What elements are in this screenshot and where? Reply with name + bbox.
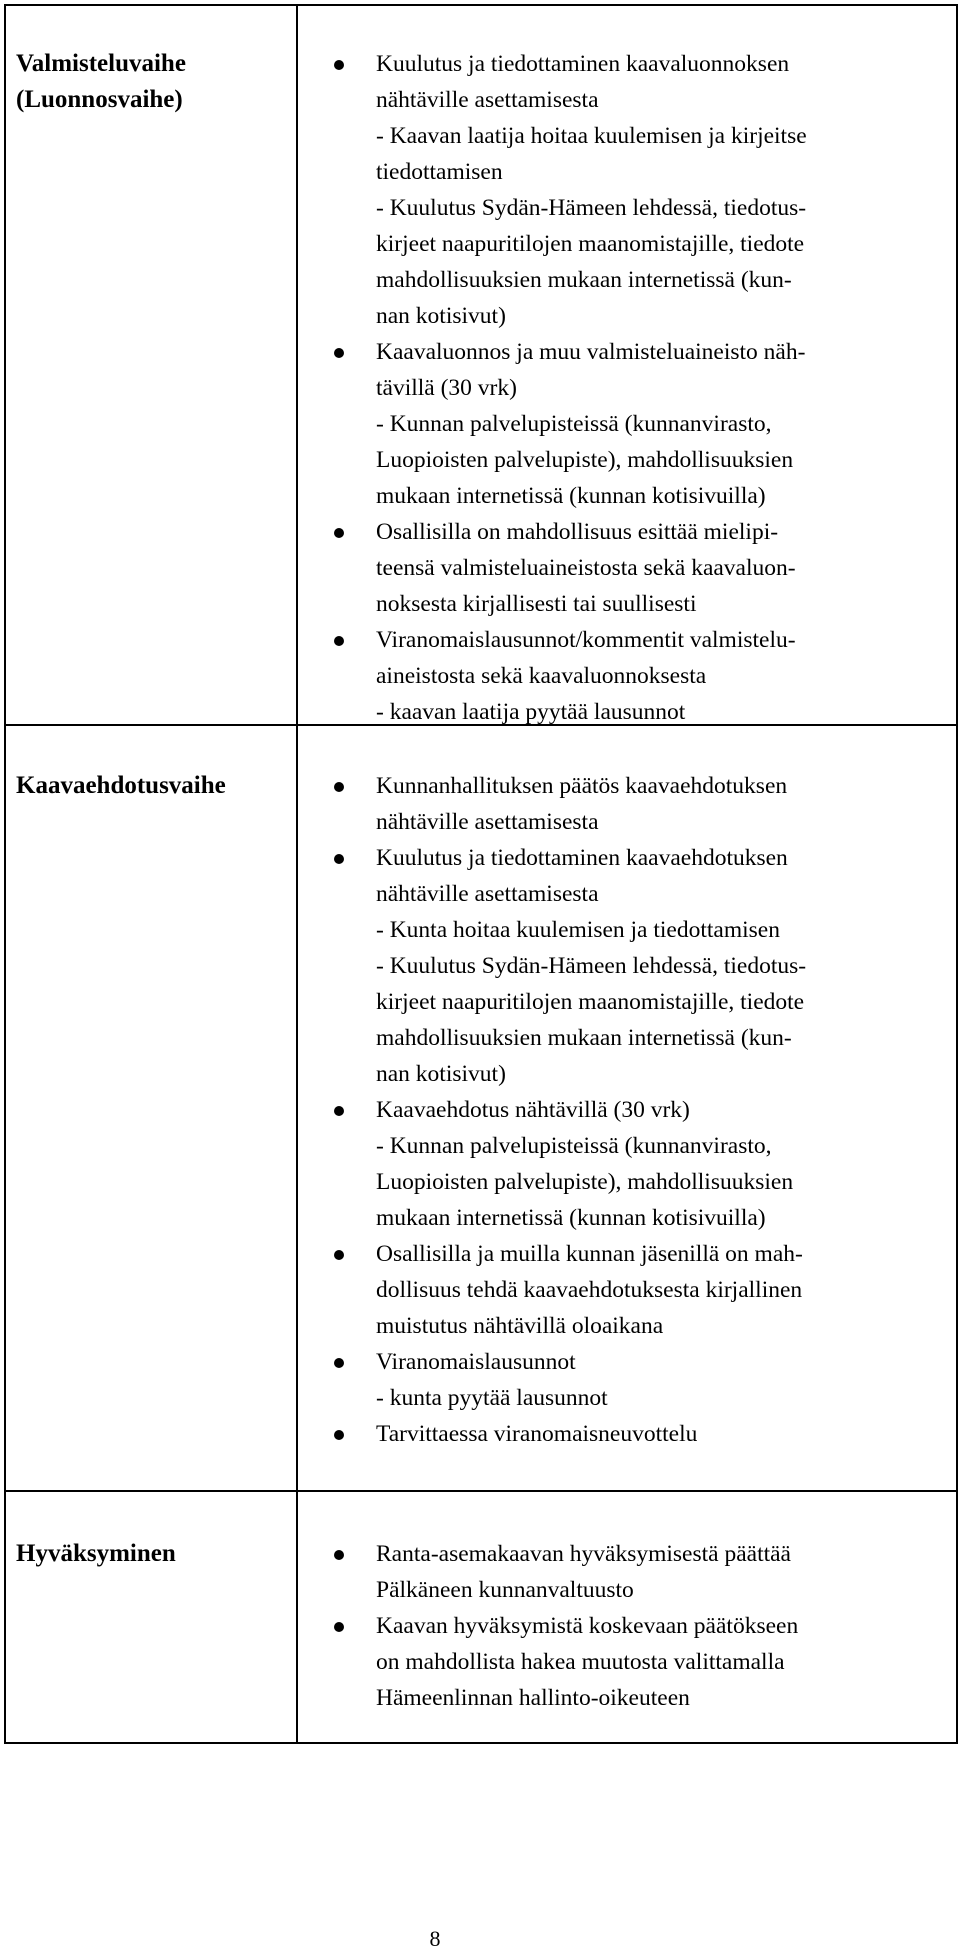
list-item-text: nähtäville asettamisesta <box>376 881 599 907</box>
list-item <box>328 1536 946 1608</box>
bullet-icon <box>334 60 344 70</box>
bullet-icon <box>334 854 344 864</box>
list-item <box>328 1608 946 1716</box>
list-item-text: Viranomaislausunnot/kommentit valmistelu- <box>376 627 796 653</box>
list-item-text: mukaan internetissä (kunnan kotisivuilla) <box>376 483 766 509</box>
list-item-text: - Kuulutus Sydän-Hämeen lehdessä, tiedotus- <box>376 953 807 979</box>
phase-items <box>328 46 946 730</box>
list-item-text: Kuulutus ja tiedottaminen kaavaehdotuksen <box>376 845 788 871</box>
list-item-text: Tarvittaessa viranomaisneuvottelu <box>376 1421 698 1447</box>
list-item-text: Pälkäneen kunnanvaltuusto <box>376 1577 634 1603</box>
list-item-text: nähtäville asettamisesta <box>376 87 599 113</box>
phase-items <box>328 768 946 1452</box>
list-item-text: Luopioisten palvelupiste), mahdollisuuksien <box>376 447 794 473</box>
list-item-text: - kaavan laatija pyytää lausunnot <box>376 699 686 725</box>
list-item <box>328 514 946 622</box>
list-item-text: mukaan internetissä (kunnan kotisivuilla) <box>376 1205 766 1231</box>
phase-items <box>328 1536 946 1716</box>
list-item-text: Kaavaluonnos ja muu valmisteluaineisto näh- <box>376 339 806 365</box>
list-item-text: Ranta-asemakaavan hyväksymisestä päättää <box>376 1541 791 1567</box>
list-item-text: Luopioisten palvelupiste), mahdollisuuksien <box>376 1169 794 1195</box>
bullet-icon <box>334 1430 344 1440</box>
list-item-text: on mahdollista hakea muutosta valittamalla <box>376 1649 785 1675</box>
list-item-text: - kunta pyytää lausunnot <box>376 1385 608 1411</box>
bullet-icon <box>334 782 344 792</box>
list-item <box>328 1092 946 1236</box>
list-item <box>328 768 946 840</box>
list-item-text: tävillä (30 vrk) <box>376 375 517 401</box>
list-item-text: tiedottamisen <box>376 159 503 185</box>
table-row-valmisteluvaihe <box>6 6 956 726</box>
bullet-icon <box>334 1358 344 1368</box>
list-item <box>328 1236 946 1344</box>
list-item-text: - Kunnan palvelupisteissä (kunnanvirasto, <box>376 411 772 437</box>
list-item-text: mahdollisuuksien mukaan internetissä (kun- <box>376 1025 792 1051</box>
list-item-text: muistutus nähtävillä oloaikana <box>376 1313 664 1339</box>
phase-label-line: Kaavaehdotusvaihe <box>16 772 226 799</box>
bullet-icon <box>334 528 344 538</box>
bullet-icon <box>334 1550 344 1560</box>
list-item-text: nan kotisivut) <box>376 1061 506 1087</box>
list-item-text: Kaavan hyväksymistä koskevaan päätökseen <box>376 1613 799 1639</box>
list-item <box>328 334 946 514</box>
list-item <box>328 1344 946 1416</box>
list-item-text: Kaavaehdotus nähtävillä (30 vrk) <box>376 1097 690 1123</box>
planning-process-table <box>4 4 958 1744</box>
table-row-kaavaehdotusvaihe <box>6 726 956 1492</box>
list-item-text: mahdollisuuksien mukaan internetissä (kun- <box>376 267 792 293</box>
list-item-text: nähtäville asettamisesta <box>376 809 599 835</box>
list-item-text: - Kunta hoitaa kuulemisen ja tiedottamisen <box>376 917 780 943</box>
list-item-text: kirjeet naapuritilojen maanomistajille, tiedote <box>376 231 805 257</box>
phase-label <box>16 46 286 118</box>
bullet-icon <box>334 1250 344 1260</box>
list-item-text: Hämeenlinnan hallinto-oikeuteen <box>376 1685 690 1711</box>
bullet-icon <box>334 1106 344 1116</box>
column-divider <box>296 6 298 724</box>
table-row-hyvaksyminen <box>6 1492 956 1742</box>
page-number: 8 <box>429 1926 441 1951</box>
list-item-text: dollisuus tehdä kaavaehdotuksesta kirjallinen <box>376 1277 803 1303</box>
column-divider <box>296 1492 298 1742</box>
bullet-icon <box>334 1622 344 1632</box>
list-item-text: teensä valmisteluaineistosta sekä kaavaluon- <box>376 555 796 581</box>
phase-label <box>16 768 286 804</box>
phase-label <box>16 1536 286 1572</box>
list-item <box>328 622 946 730</box>
list-item-text: - Kunnan palvelupisteissä (kunnanvirasto, <box>376 1133 772 1159</box>
list-item-text: Osallisilla on mahdollisuus esittää mielipi- <box>376 519 779 545</box>
list-item-text: nan kotisivut) <box>376 303 506 329</box>
phase-label-line: (Luonnosvaihe) <box>16 86 183 113</box>
list-item-text: Viranomaislausunnot <box>376 1349 576 1375</box>
phase-label-line: Hyväksyminen <box>16 1540 176 1567</box>
list-item <box>328 1416 946 1452</box>
list-item-text: - Kuulutus Sydän-Hämeen lehdessä, tiedotus- <box>376 195 807 221</box>
list-item-text: Osallisilla ja muilla kunnan jäsenillä on mah- <box>376 1241 803 1267</box>
list-item <box>328 46 946 334</box>
bullet-icon <box>334 636 344 646</box>
list-item-text: aineistosta sekä kaavaluonnoksesta <box>376 663 707 689</box>
list-item-text: - Kaavan laatija hoitaa kuulemisen ja kirjeitse <box>376 123 807 149</box>
phase-label-line: Valmisteluvaihe <box>16 50 186 77</box>
list-item <box>328 840 946 1092</box>
list-item-text: noksesta kirjallisesti tai suullisesti <box>376 591 697 617</box>
list-item-text: kirjeet naapuritilojen maanomistajille, tiedote <box>376 989 805 1015</box>
list-item-text: Kuulutus ja tiedottaminen kaavaluonnoksen <box>376 51 790 77</box>
bullet-icon <box>334 348 344 358</box>
list-item-text: Kunnanhallituksen päätös kaavaehdotuksen <box>376 773 788 799</box>
column-divider <box>296 726 298 1490</box>
